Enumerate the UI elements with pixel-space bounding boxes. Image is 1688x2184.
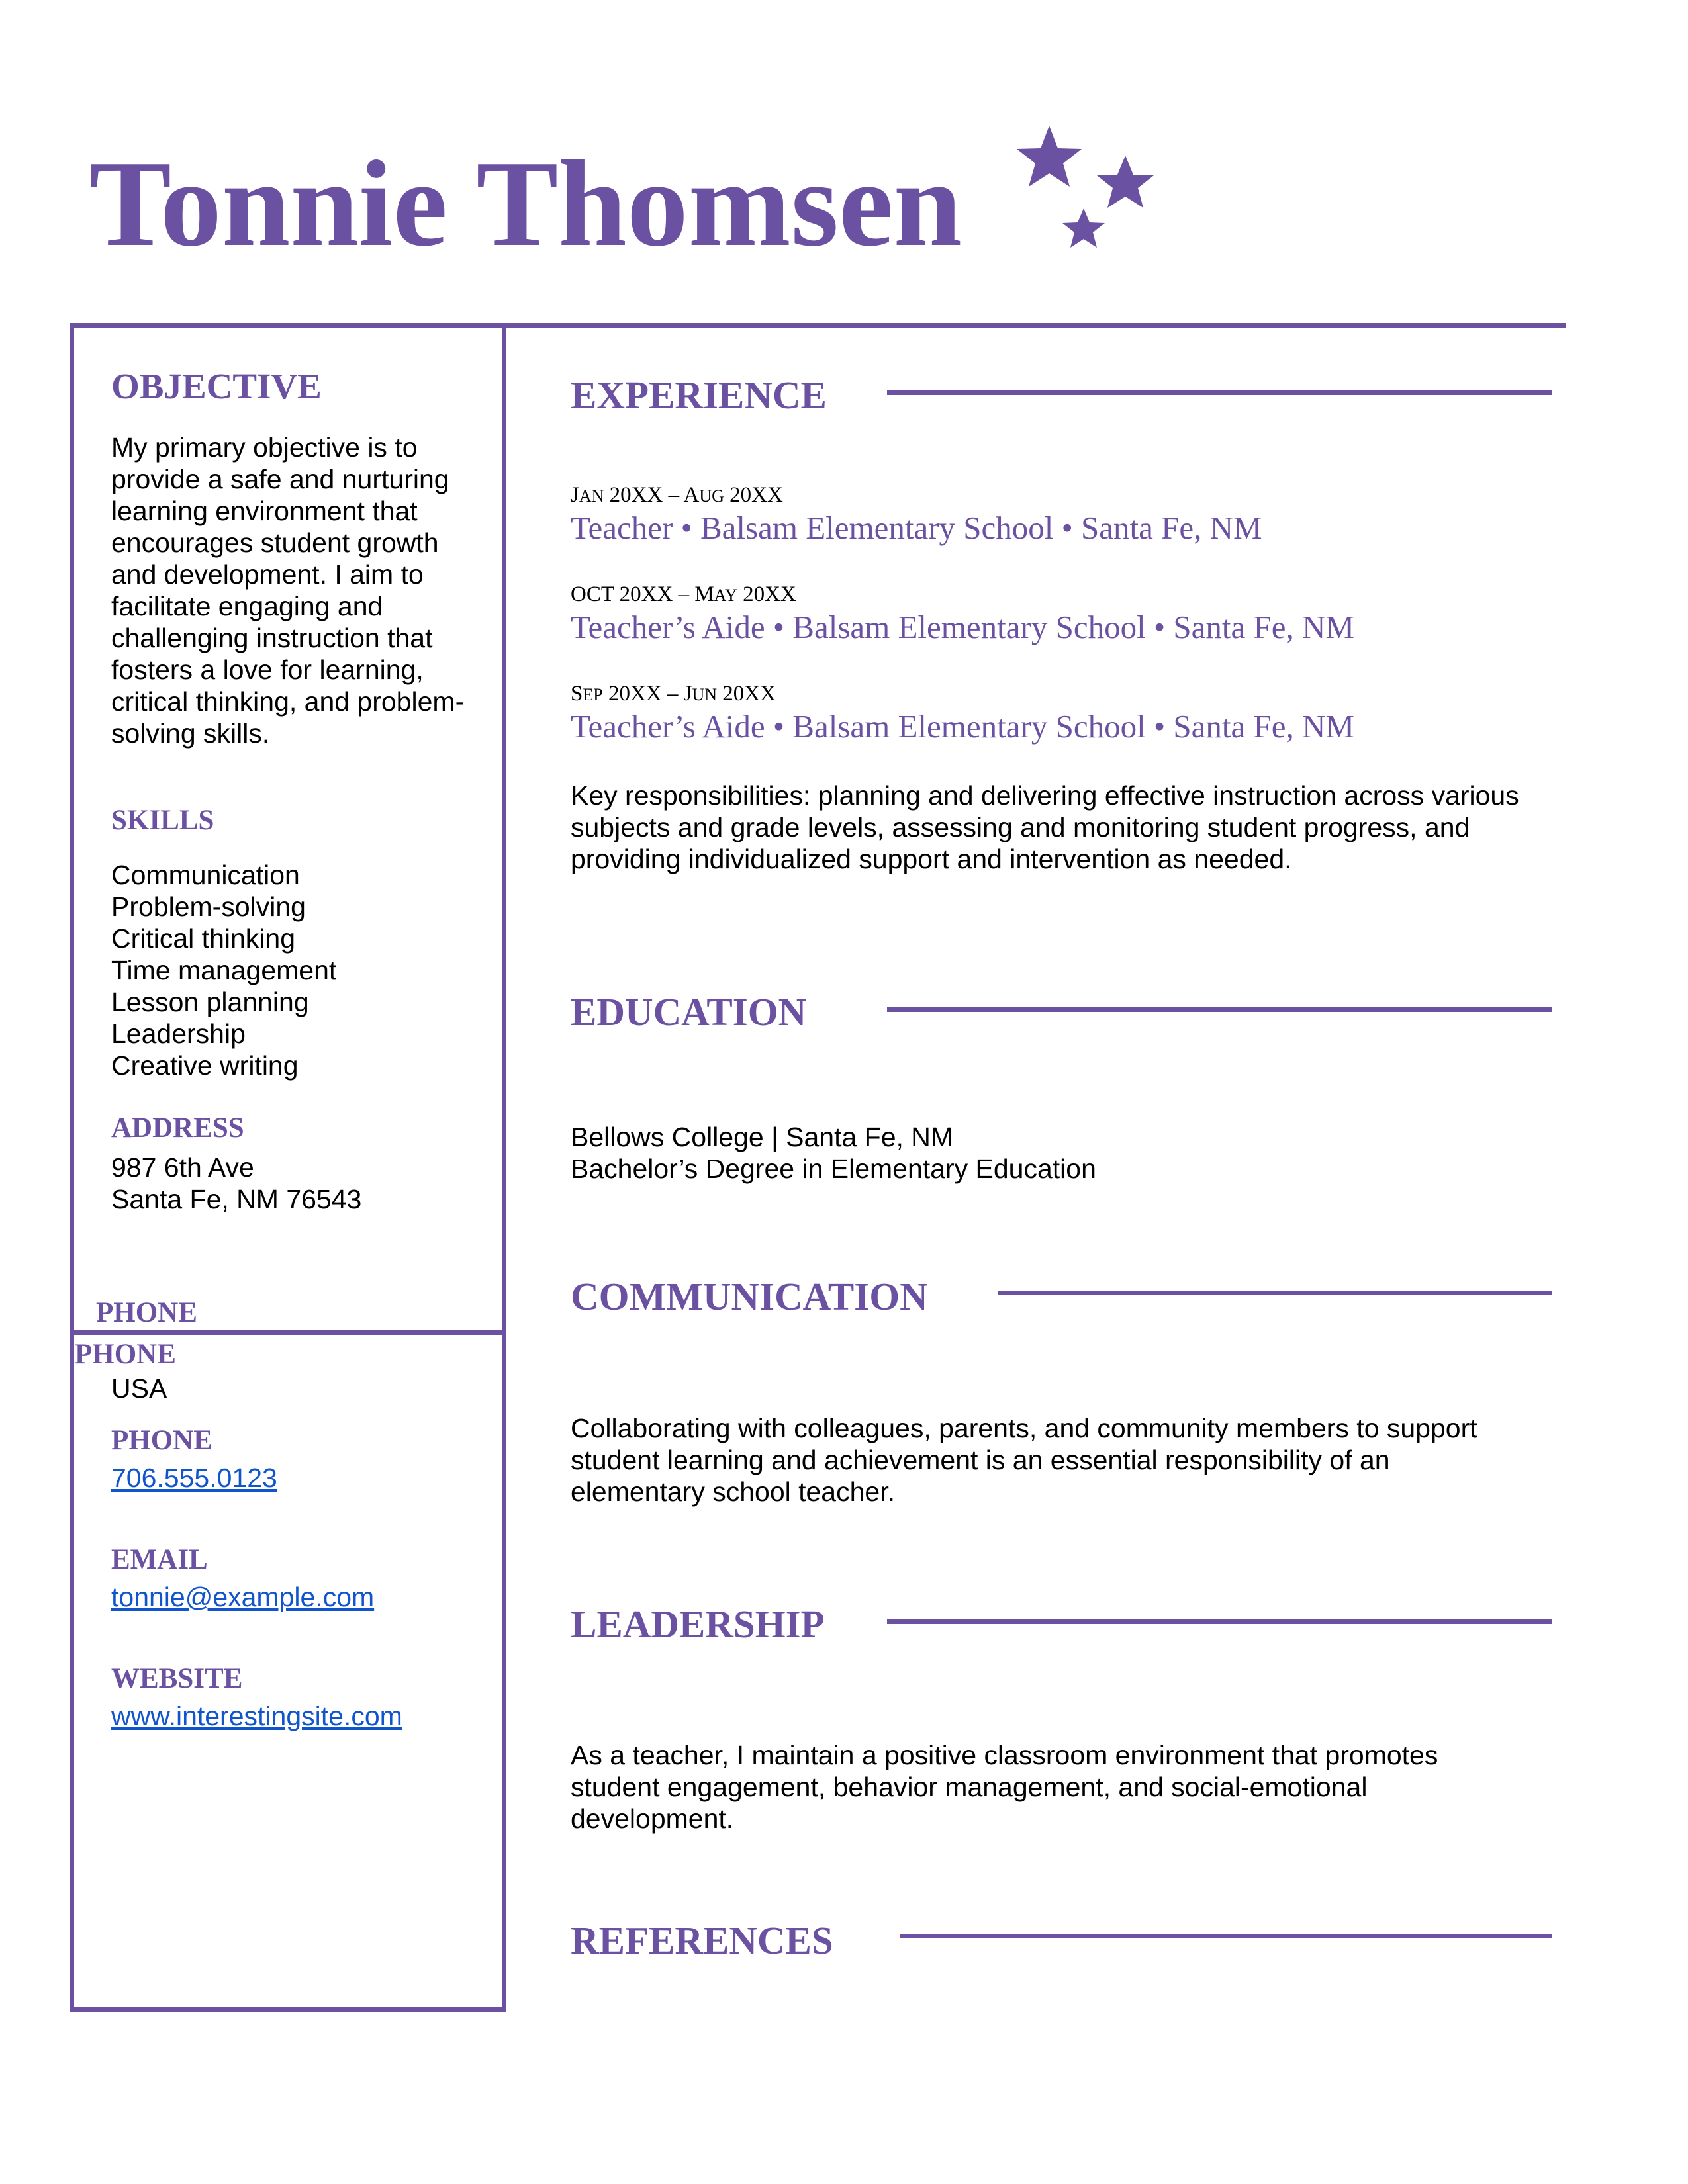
education-title: EDUCATION <box>571 990 807 1034</box>
references-title: REFERENCES <box>571 1919 833 1962</box>
resume-name: Tonnie Thomsen <box>89 136 962 272</box>
website-title: WEBSITE <box>111 1663 243 1694</box>
communication-rule <box>998 1291 1552 1295</box>
list-item: Critical thinking <box>111 923 295 954</box>
skills-title: SKILLS <box>111 805 214 836</box>
country-text: USA <box>111 1373 167 1404</box>
communication-text: Collaborating with colleagues, parents, and community members to support student learning and achievement is an essential responsibility of an elementary school teacher. <box>571 1413 1477 1507</box>
address-title: ADDRESS <box>111 1113 244 1144</box>
email-title: EMAIL <box>111 1544 208 1575</box>
phone-link[interactable]: 706.555.0123 <box>111 1463 277 1493</box>
job-date: SEP 20XX – JUN 20XX <box>571 682 776 705</box>
objective-title: OBJECTIVE <box>111 366 322 406</box>
email-link[interactable]: tonnie@example.com <box>111 1582 375 1612</box>
leadership-title: LEADERSHIP <box>571 1602 825 1646</box>
list-item: Communication <box>111 860 300 890</box>
job-date: OCT 20XX – MAY 20XX <box>571 582 796 606</box>
header-rule <box>70 323 1566 328</box>
list-item: Leadership <box>111 1019 246 1049</box>
education-text: Bellows College | Santa Fe, NM Bachelor’s Degree in Elementary Education <box>571 1122 1096 1184</box>
sidebar-divider <box>70 1330 506 1335</box>
website-link[interactable]: www.interestingsite.com <box>111 1701 402 1731</box>
list-item: Time management <box>111 955 337 985</box>
address-text: 987 6th Ave Santa Fe, NM 76543 <box>111 1152 362 1214</box>
skills-list <box>111 859 495 1081</box>
phone-label-duplicate: PHONE <box>96 1297 197 1328</box>
sidebar-left-border <box>70 323 74 2012</box>
leadership-text: As a teacher, I maintain a positive classroom environment that promotes student engagement, behavior management, and social-emotional development. <box>571 1740 1438 1834</box>
education-rule <box>887 1007 1552 1012</box>
job-role: Teacher’s Aide • Balsam Elementary School • Santa Fe, NM <box>571 609 1354 645</box>
communication-title: COMMUNICATION <box>571 1275 928 1318</box>
phone-title: PHONE <box>111 1425 212 1456</box>
job-date: JAN 20XX – AUG 20XX <box>571 483 783 507</box>
list-item: Problem-solving <box>111 891 306 922</box>
stars-icon <box>1006 119 1178 258</box>
list-item: Creative writing <box>111 1050 299 1081</box>
references-rule <box>900 1934 1552 1938</box>
phone-label-duplicate-2: PHONE <box>75 1339 176 1370</box>
experience-rule <box>887 390 1552 395</box>
sidebar-right-border <box>502 323 506 2012</box>
responsibilities-text: Key responsibilities: planning and delivering effective instruction across various subjects and grade levels, assessing and monitoring student progress, and providing individualized support and intervention as needed. <box>571 780 1519 874</box>
experience-title: EXPERIENCE <box>571 373 827 417</box>
list-item: Lesson planning <box>111 987 309 1017</box>
sidebar-bottom-border <box>70 2007 506 2012</box>
objective-text: My primary objective is to provide a safe and nurturing learning environment that encourages student growth and development. I aim to facilitate engaging and challenging instruction that fosters a love for learning, critical thinking, and problem- solving skills. <box>111 432 465 749</box>
job-role: Teacher • Balsam Elementary School • Santa Fe, NM <box>571 510 1262 546</box>
job-role: Teacher’s Aide • Balsam Elementary School • Santa Fe, NM <box>571 708 1354 745</box>
leadership-rule <box>887 1619 1552 1624</box>
